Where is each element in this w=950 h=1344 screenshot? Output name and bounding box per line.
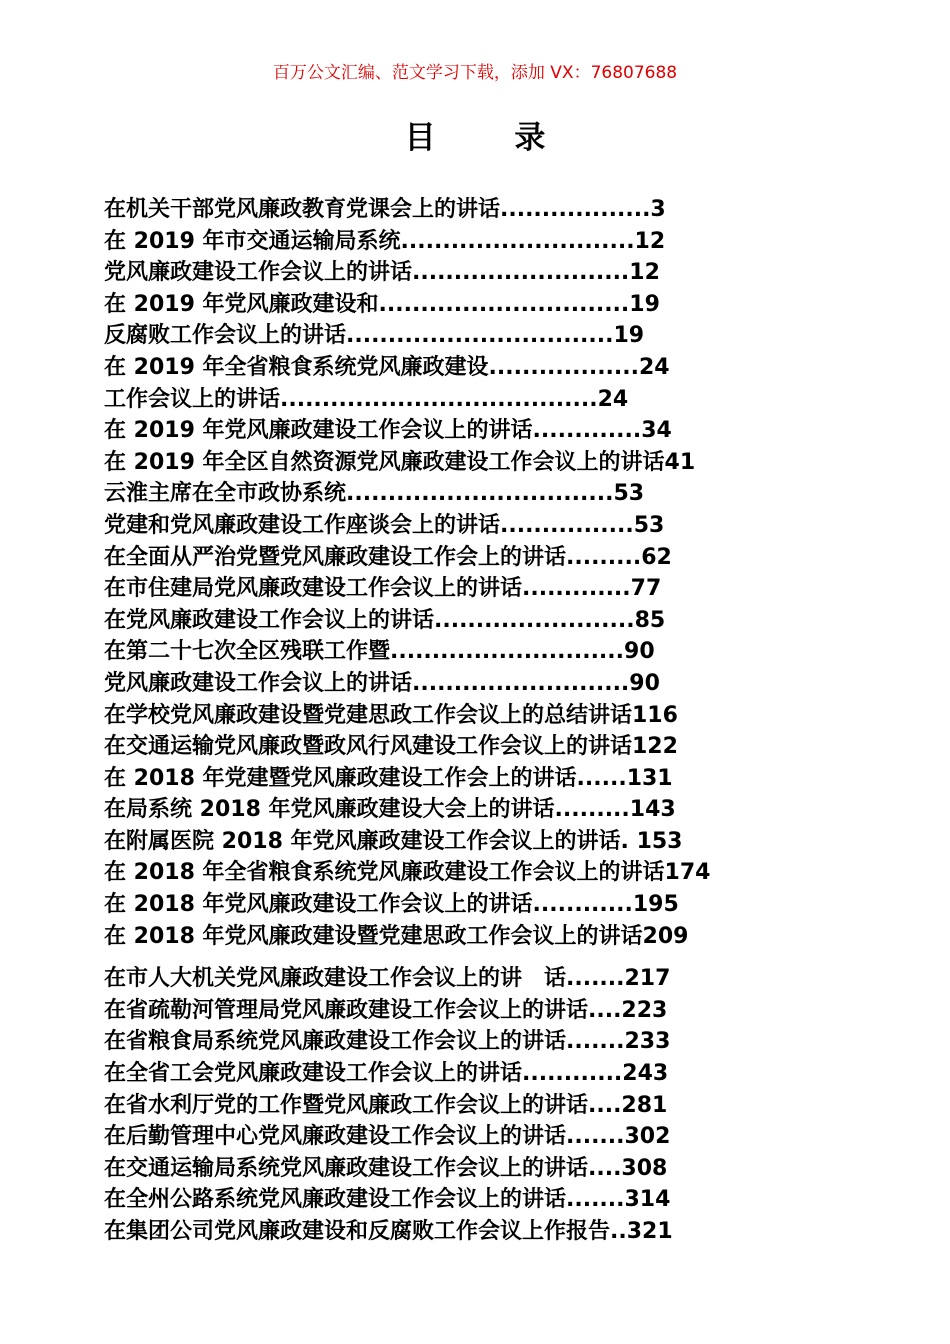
- table-of-contents: [104, 194, 884, 1248]
- toc-entry[interactable]: 在交通运输党风廉政暨政风行风建设工作会议上的讲话122: [104, 734, 678, 760]
- page-title: 目 录: [404, 120, 580, 156]
- toc-entry[interactable]: 在 2018 年全省粮食系统党风廉政建设工作会议上的讲话174: [104, 860, 711, 886]
- toc-entry[interactable]: 在省疏勒河管理局党风廉政建设工作会议上的讲话....223: [104, 997, 668, 1023]
- toc-entry[interactable]: 在党风廉政建设工作会议上的讲话........................85: [104, 607, 666, 633]
- toc-entry[interactable]: 在全省工会党风廉政建设工作会议上的讲话............243: [104, 1061, 669, 1087]
- toc-entry[interactable]: 在集团公司党风廉政建设和反腐败工作会议上作报告..321: [104, 1219, 673, 1244]
- toc-entry[interactable]: 在市住建局党风廉政建设工作会议上的讲话.............77: [104, 576, 662, 602]
- toc-entry[interactable]: 在交通运输局系统党风廉政建设工作会议上的讲话....308: [104, 1155, 668, 1181]
- toc-entry[interactable]: 在附属医院 2018 年党风廉政建设工作会议上的讲话. 153: [104, 828, 683, 854]
- toc-entry[interactable]: 在 2019 年党风廉政建设和..............................19: [104, 291, 660, 317]
- toc-entry[interactable]: 在 2019 年党风廉政建设工作会议上的讲话.............34: [104, 418, 672, 444]
- toc-entry[interactable]: 在市人大机关党风廉政建设工作会议上的讲 话.......217: [104, 966, 671, 992]
- toc-entry[interactable]: 在局系统 2018 年党风廉政建设大会上的讲话.........143: [104, 797, 676, 823]
- toc-entry[interactable]: 在全面从严治党暨党风廉政建设工作会上的讲话.........62: [104, 544, 672, 570]
- toc-entry[interactable]: 在 2018 年党建暨党风廉政建设工作会上的讲话......131: [104, 765, 673, 791]
- toc-entry[interactable]: 在 2019 年全省粮食系统党风廉政建设..................24: [104, 354, 670, 380]
- toc-entry[interactable]: 党风廉政建设工作会议上的讲话..........................90: [104, 670, 660, 696]
- toc-entry[interactable]: 在后勤管理中心党风廉政建设工作会议上的讲话.......302: [104, 1124, 671, 1150]
- toc-entry[interactable]: 在全州公路系统党风廉政建设工作会议上的讲话.......314: [104, 1187, 671, 1213]
- toc-entry[interactable]: 在 2019 年全区自然资源党风廉政建设工作会议上的讲话41: [104, 449, 696, 475]
- toc-entry[interactable]: 在机关干部党风廉政教育党课会上的讲话..................3: [104, 197, 666, 222]
- toc-entry[interactable]: 党建和党风廉政建设工作座谈会上的讲话................53: [104, 512, 665, 538]
- toc-entry[interactable]: 在 2019 年市交通运输局系统............................12: [104, 228, 666, 254]
- toc-entry[interactable]: 工作会议上的讲话......................................24: [104, 386, 629, 412]
- toc-entry[interactable]: 在 2018 年党风廉政建设工作会议上的讲话............195: [104, 892, 679, 918]
- toc-entry[interactable]: 云淮主席在全市政协系统................................53: [104, 481, 645, 507]
- toc-entry[interactable]: 在第二十七次全区残联工作暨............................90: [104, 639, 655, 665]
- toc-entry[interactable]: 反腐败工作会议上的讲话................................19: [104, 323, 645, 349]
- toc-entry[interactable]: 党风廉政建设工作会议上的讲话..........................12: [104, 260, 660, 286]
- toc-entry[interactable]: 在学校党风廉政建设暨党建思政工作会议上的总结讲话116: [104, 702, 678, 728]
- toc-entry[interactable]: 在 2018 年党风廉政建设暨党建思政工作会议上的讲话209: [104, 923, 689, 949]
- header-note: 百万公文汇编、范文学习下载，添加 VX：76807688: [272, 63, 678, 83]
- toc-entry[interactable]: 在省粮食局系统党风廉政建设工作会议上的讲话.......233: [104, 1029, 671, 1055]
- toc-entry[interactable]: 在省水利厅党的工作暨党风廉政工作会议上的讲话....281: [104, 1092, 668, 1118]
